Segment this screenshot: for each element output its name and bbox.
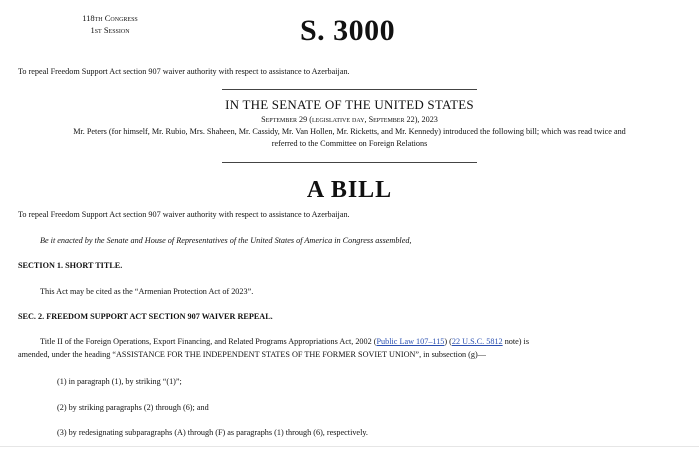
summary-line: To repeal Freedom Support Act section 907 waiver authority with respect to assistance to Azerbaijan. [18,67,350,76]
enacting-clause: Be it enacted by the Senate and House of Representatives of the United States of America in Congress assembled, [40,236,412,245]
senate-date: September 29 (legislative day, September 22), 2023 [261,115,438,124]
congress-session-block [50,12,170,36]
bill-title: A BILL [306,177,393,203]
amendment-item-1: (1) in paragraph (1), by striking “(1)”; [57,377,182,386]
divider-bottom [222,162,477,163]
section-1-text: This Act may be cited as the “Armenian Protection Act of 2023”. [40,287,254,296]
usc-link[interactable]: 22 U.S.C. 5812 [451,337,503,346]
section-2-text-a: Title II of the Foreign Operations, Export Financing, and Related Programs Appropriations Act, 2002 ( [40,337,377,346]
bill-purpose: To repeal Freedom Support Act section 907 waiver authority with respect to assistance to Azerbaijan. [18,210,350,219]
section-2-heading: SEC. 2. FREEDOM SUPPORT ACT SECTION 907 WAIVER REPEAL. [18,312,273,321]
divider-top [222,89,477,90]
congress-label: 118th Congress [82,13,138,23]
senate-heading: IN THE SENATE OF THE UNITED STATES [225,97,474,112]
introduced-by-line1: Mr. Peters (for himself, Mr. Rubio, Mrs. Shaheen, Mr. Cassidy, Mr. Van Hollen, Mr. Ricketts, and Mr. Kennedy) introduced the following bill; which was read twice and [73,127,626,136]
public-law-link[interactable]: Public Law 107–115 [376,337,445,346]
introduced-by-line2: referred to the Committee on Foreign Relations [271,139,428,148]
section-2-text-c: note) is [502,337,530,346]
page-bottom-edge [0,446,699,447]
session-label: 1st Session [90,25,130,35]
section-2-text-line2: amended, under the heading “ASSISTANCE FOR THE INDEPENDENT STATES OF THE FORMER SOVIET UNION”, in subsection (g)— [18,350,486,359]
section-2-text-b: ) ( [444,337,452,346]
amendment-item-3: (3) by redesignating subparagraphs (A) through (F) as paragraphs (1) through (6), respectively. [57,428,368,437]
amendment-item-2: (2) by striking paragraphs (2) through (6); and [57,403,209,412]
section-2-text-line1 [40,337,529,346]
section-1-heading: SECTION 1. SHORT TITLE. [18,261,123,270]
bill-number: S. 3000 [300,14,396,47]
